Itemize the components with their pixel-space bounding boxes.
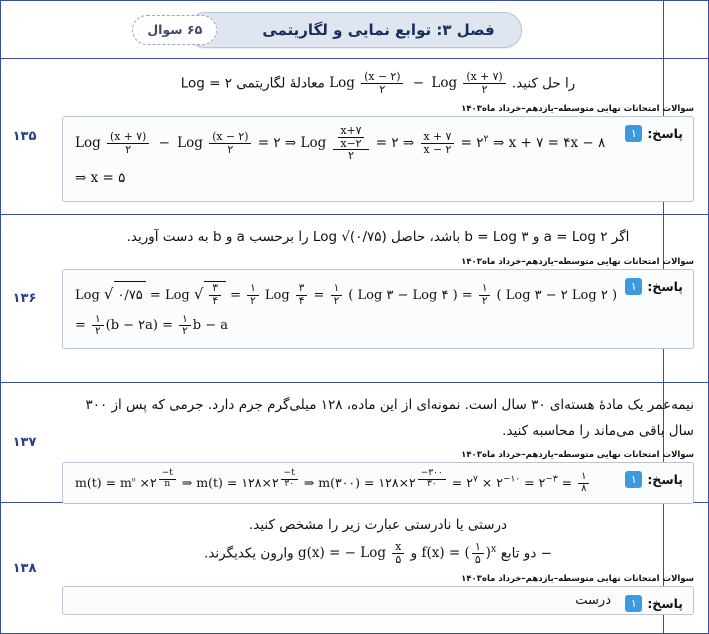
- answer-badge: ۱: [625, 471, 642, 488]
- question-row-135: [1, 59, 708, 215]
- dash-two-functions-text: − دو تابع: [500, 545, 552, 562]
- answer-badge: ۱: [625, 595, 642, 612]
- question-row-138: [1, 503, 708, 633]
- answer-tag-135: [625, 125, 683, 142]
- answer-tag-138: [625, 595, 683, 612]
- answer-badge: ۱: [625, 278, 642, 295]
- log-token-1: Log: [431, 75, 458, 91]
- solution-line-2-135: ⇒ x = ۵: [75, 169, 126, 186]
- chapter-title: فصل ۳: توابع نمایی و لگاریتمی: [262, 20, 495, 39]
- answer-label: پاسخ:: [647, 472, 683, 488]
- answer-label: پاسخ:: [647, 126, 683, 142]
- question-row-136: [1, 215, 708, 383]
- inverse-text: وارون یکدیگرند.: [204, 545, 294, 562]
- question-number: ۱۳۷: [12, 435, 37, 450]
- source-label-137: سوالات امتحانات نهایی متوسطه–یازدهم–خرداد ماه۱۴۰۳: [461, 450, 694, 461]
- question-statement-137: نیمه‌عمر یک مادهٔ هسته‌ای ۳۰ سال است. نمونه‌ای از این ماده، ۱۲۸ میلی‌گرم جرم دارد. جرمی که پس از ۳۰۰ سال باقی می‌ماند را محاسبه کنید.: [85, 397, 694, 439]
- answer-block-137: [62, 462, 694, 504]
- answer-label: پاسخ:: [647, 595, 683, 611]
- minus-operator: −: [412, 75, 425, 91]
- question-statement-136: اگر a = Log ۲ و b = Log ۳ باشد، حاصل Log √(۰/۷۵) را برحسب a و b به دست آورید.: [126, 229, 630, 245]
- question-number: ۱۳۵: [12, 129, 37, 144]
- answer-text-138: درست: [575, 592, 611, 608]
- question-number: ۱۳۶: [12, 291, 37, 306]
- statement-before-text: معادلهٔ لگاریتمی ۲ = Log: [180, 75, 325, 92]
- question-row-137: [1, 383, 708, 503]
- fraction-x-over-5: $\frac{x}{۵}$: [392, 541, 404, 565]
- fraction-x-minus-2: $\frac{(x - ۲)}{۲}$: [361, 71, 403, 95]
- question-number: ۱۳۸: [12, 560, 37, 576]
- answer-block-136: [62, 269, 694, 349]
- answer-label: پاسخ:: [647, 278, 683, 294]
- source-label-138: سوالات امتحانات نهایی متوسطه–یازدهم–خرداد ماه۱۴۰۳: [461, 573, 694, 584]
- log-token-2: Log: [329, 75, 355, 91]
- fraction-one-fifth: $\frac{۱}{۵}$: [472, 541, 484, 565]
- fx-label: f(x) =: [421, 544, 461, 561]
- and-conjunction: و: [410, 545, 418, 562]
- fx-exponent: x: [490, 543, 497, 555]
- statement-after-text: را حل کنید.: [511, 75, 576, 92]
- answer-block-135: [62, 116, 694, 202]
- solution-line-1-136: Log √ ۰/۷۵ = Log √ $\frac{۳}{۴}$ = $\frac{۱}{۲}$ Log $\frac{۳}{۴}$ = $\frac{۱}{۲}$ ( Log ۳ − Log ۴ ) = $\frac{۱}{۲}$ ( Log ۳ − ۲ Log ۲ ): [75, 278, 611, 310]
- solution-line-1-137: $m(t) = m^{_0}$ ×۲ $^{\frac{-t}{n}}$ ⇒ m(t) = ۱۲۸×۲ $^{\frac{-t}{۳۰}}$ ⇒ m(۳۰۰) = ۱۲۸×۲ $^{\frac{-۳۰۰}{۳۰}}$ = $۲^۷$ × $۲^{-۱۰}$ = $۲^{-۳}$ = $\frac{۱}{۸}$: [75, 469, 611, 497]
- solution-line-1-135: Log $\frac{(x + ۷)}{۲}$ − Log $\frac{(x - ۲)}{۲}$ = ۲ ⇒ Log $\frac{\frac{x+۷}{x-۲}}{۲}$ = ۲ ⇒ $\frac{x + ۷}{x - ۲}$ = $۲^۲$ ⇒ x + ۷ = ۴x − ۸: [75, 124, 606, 163]
- question-count-badge: ۶۵ سوال: [132, 15, 217, 45]
- fraction-x-plus-7: $\frac{(x + ۷)}{۲}$: [463, 71, 505, 95]
- answer-block-138: [62, 586, 694, 615]
- answer-tag-137: [625, 471, 683, 488]
- question-statement-138-line1: درستی یا نادرستی عبارت زیر را مشخص کنید.: [248, 517, 508, 533]
- answer-tag-136: [625, 278, 683, 295]
- page-header: [1, 1, 708, 59]
- answer-badge: ۱: [625, 125, 642, 142]
- source-label-135: سوالات امتحانات نهایی متوسطه–یازدهم–خرداد ماه۱۴۰۳: [461, 104, 694, 115]
- gx-label: g(x) = − Log: [297, 544, 386, 561]
- question-statement-138-line2: − دو تابع f(x) = ( $\frac{۱}{۵}$ )$^x$ و g(x) = − Log $\frac{x}{۵}$ وارون یکدیگرند.: [204, 539, 552, 566]
- source-label-136: سوالات امتحانات نهایی متوسطه–یازدهم–خرداد ماه۱۴۰۳: [461, 256, 694, 267]
- chapter-title-pill: [147, 12, 521, 48]
- question-statement-135: [62, 69, 694, 98]
- solution-line-2-136: = $\frac{۱}{۲}$ (b − ۲a) = $\frac{۱}{۲}$ b − a: [75, 312, 228, 337]
